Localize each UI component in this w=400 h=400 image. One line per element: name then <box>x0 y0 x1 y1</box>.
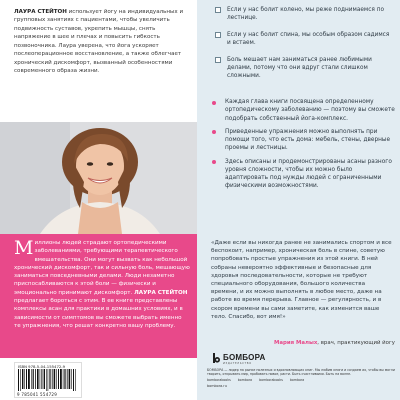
social-handle[interactable]: bomborabooks <box>207 378 231 382</box>
promo-text <box>14 239 190 330</box>
author-bio <box>14 8 192 76</box>
author-photo-illustration <box>0 122 197 234</box>
checkbox-icon <box>215 57 221 63</box>
promo-text-part-2: предлагает бороться с этим. В ее книге представлены комплексы асан для практики в домашних условиях, и в зависимости от симптомов вы сможете выбрать именно те упражнения, что решат конкретно вашу проблему. <box>14 298 183 329</box>
checkbox-item-text: Если у нас болит спина, мы особым образом садимся и встаем. <box>227 32 390 47</box>
feature-item <box>207 128 395 153</box>
bullet-dot-icon <box>212 160 216 164</box>
social-handle[interactable]: bombora <box>289 378 305 382</box>
promo-author-name: ЛАУРА СТЕЙТОН <box>134 289 188 296</box>
testimonial-author <box>245 340 395 346</box>
publisher-socials <box>207 378 397 382</box>
publisher-logo-text: БОМБОРА <box>223 353 266 362</box>
testimonial-author-role: , врач, практикующий йогу <box>317 340 395 346</box>
checkbox-item-text: Боль мешает нам заниматься ранее любимыми делами, потому что они вдруг стали слишком сложными. <box>227 57 372 80</box>
drop-cap: М <box>14 237 34 259</box>
publisher-info: БОМБОРА — лидер на рынке полезных и вдохновляющих книг. Мы любим книги и создаем их, чтобы вы могли творить, открывать мир, пробовать новое, расти. Быть счастливыми. Быть на волне. <box>207 368 395 377</box>
checkbox-icon <box>215 32 221 38</box>
testimonial-author-name: Мария Малых <box>274 340 318 346</box>
social-handle[interactable]: bombora <box>237 378 253 382</box>
publisher-logo-icon <box>213 353 220 363</box>
feature-list <box>207 98 395 196</box>
author-name: ЛАУРА СТЕЙТОН <box>14 9 67 15</box>
checkbox-item <box>207 31 395 49</box>
isbn-label: ISBN 978-5-04-155472-9 <box>18 364 66 369</box>
left-column <box>0 0 197 400</box>
right-column <box>197 0 400 400</box>
barcode-number: 9 785041 554729 <box>17 392 58 397</box>
testimonial-quote: «Даже если вы никогда ранее не занимались спортом и все беспокоит, например, хроническая боль в спине, советую попробовать простые упражнения из этой книги. В ней собраны невероятно эффективные и безопасные для здоровья последовательности, которые не требуют специального оборудования, большого количества времени, и их можно выполнять в любое место, даже на работе во время перерыва. Главное — регулярность, и в скором времени вы сами заметите, как изменится ваше тело. Спасибо, вот имя!» <box>211 240 392 320</box>
promo-text-part-1: иллионы людей страдают ортопедическими заболеваниями, требующими терапевтического вмешательства. Они могут вызвать как небольшой хронический дискомфорт, так и сильную боль, мешающую заниматься повседневными делами. Люди незаметно приспосабливаются к этой боли — физически и эмоционально принимают дискомфорт. <box>14 240 190 296</box>
author-bio-text: использует йогу на индивидуальных и групповых занятиях с пациентами, чтобы увеличить подвижность суставов, укрепить мышцы, снять напряжение в шее и плечах и повысить гибкость позвоночника. Лаура уверена, что йога ускоряет послеоперационное восстановление, а также облегчает хронический дискомфорт, вызванный особенностями современного образа жизни. <box>14 9 184 75</box>
checkbox-item <box>207 56 395 81</box>
promo-panel <box>0 234 197 358</box>
barcode <box>14 362 82 398</box>
checkbox-icon <box>215 7 221 13</box>
author-photo <box>0 122 197 234</box>
feature-item <box>207 158 395 191</box>
publisher-logo <box>213 352 266 366</box>
feature-item <box>207 98 395 123</box>
barcode-bars <box>18 369 78 391</box>
bullet-dot-icon <box>212 101 216 105</box>
checkbox-list <box>207 6 395 88</box>
barcode-area <box>0 358 197 400</box>
checkbox-item <box>207 6 395 24</box>
bullet-dot-icon <box>212 130 216 134</box>
feature-item-text: Приведенные упражнения можно выполнять при помощи того, что есть дома: мебель, стены, дверные проемы и лестницы. <box>225 128 391 152</box>
feature-item-text: Каждая глава книги посвящена определенному ортопедическому заболеванию — поэтому вы сможете подобрать собственный йога-комплекс. <box>225 99 395 122</box>
publisher-url[interactable]: bombora.ru <box>207 384 227 388</box>
feature-item-text: Здесь описаны и продемонстрированы асаны разного уровня сложности, чтобы их можно было адаптировать под нужды людей с ограниченными физическими возможностями. <box>225 158 392 190</box>
publisher-logo-subtitle: ИЗДАТЕЛЬСТВО <box>223 362 252 365</box>
publisher-block <box>205 352 397 398</box>
social-handle[interactable]: bomborabooks <box>259 378 283 382</box>
checkbox-item-text: Если у нас болит колено, мы реже поднимаемся по лестнице. <box>227 7 384 22</box>
